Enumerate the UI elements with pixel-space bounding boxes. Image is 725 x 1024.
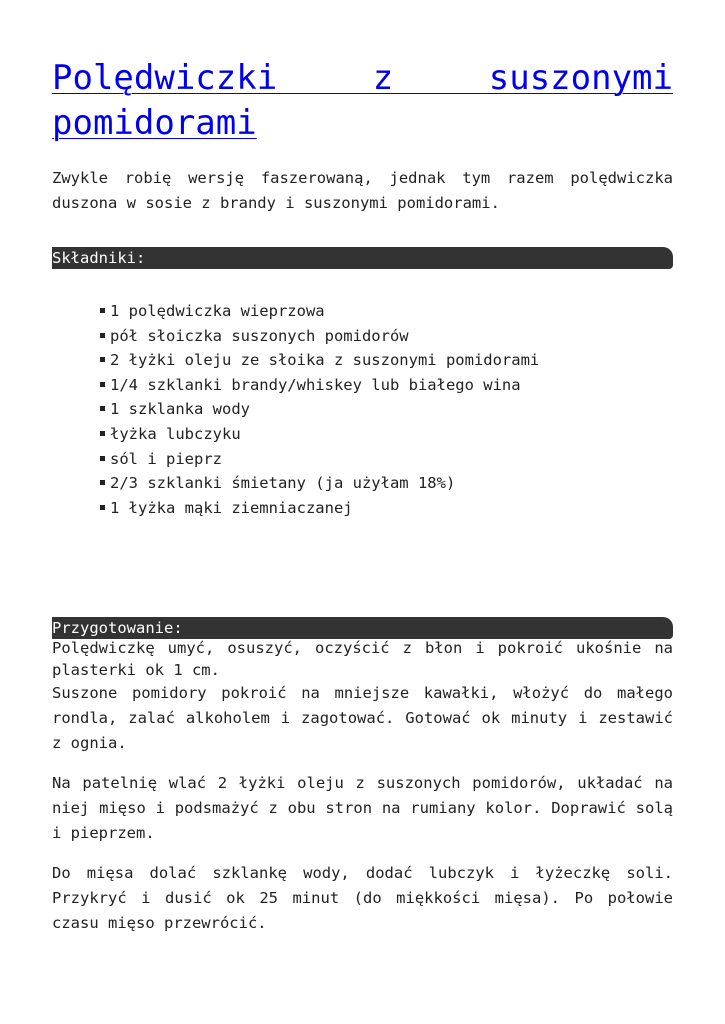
ingredient-text: 1 szklanka wody [110, 400, 250, 419]
preparation-paragraph: Do mięsa dolać szklankę wody, dodać lubczyk i łyżeczkę soli. Przykryć i dusić ok 25 minut (do miękkości mięsa). Po połowie czasu mięso przewrócić. [52, 864, 673, 932]
article-title-link[interactable]: Polędwiczki z suszonymi pomidorami [52, 58, 673, 143]
list-item [100, 324, 539, 349]
bullet-icon [100, 406, 105, 411]
bullet-icon [100, 456, 105, 461]
bullet-icon [100, 357, 105, 362]
ingredient-text: pół słoiczka suszonych pomidorów [110, 326, 409, 345]
list-item [100, 373, 539, 398]
preparation-paragraph: Polędwiczkę umyć, osuszyć, oczyścić z błon i pokroić ukośnie na plasterki ok 1 cm. [52, 639, 673, 679]
list-item [100, 299, 539, 324]
list-item [100, 397, 539, 422]
bullet-icon [100, 382, 105, 387]
ingredient-text: 1 łyżka mąki ziemniaczanej [110, 498, 353, 517]
ingredient-text: 1 polędwiczka wieprzowa [110, 302, 325, 320]
preparation-heading: Przygotowanie: [52, 617, 673, 639]
bullet-icon [100, 505, 105, 510]
ingredient-text: 2 łyżki oleju ze słoika z suszonymi pomidorami [110, 351, 540, 370]
article-title [52, 56, 673, 146]
preparation-paragraph: Na patelnię wlać 2 łyżki oleju z suszonych pomidorów, układać na niej mięso i podsmażyć z obu stron na rumiany kolor. Doprawić solą i pieprzem. [52, 774, 673, 842]
ingredient-text: łyżka lubczyku [110, 424, 241, 443]
ingredients-list [100, 299, 539, 520]
ingredient-text: 1/4 szklanki brandy/whiskey lub białego wina [110, 375, 521, 394]
bullet-icon [100, 333, 105, 338]
list-item [100, 348, 539, 373]
preparation-paragraph: Suszone pomidory pokroić na mniejsze kawałki, włożyć do małego rondla, zalać alkoholem i zagotować. Gotować ok minuty i zestawić z ognia. [52, 684, 673, 752]
list-item [100, 471, 539, 496]
list-item [100, 496, 539, 521]
list-item [100, 447, 539, 472]
article-intro: Zwykle robię wersję faszerowaną, jednak tym razem polędwiczka duszona w sosie z brandy i suszonymi pomidorami. [52, 169, 673, 212]
bullet-icon [100, 431, 105, 436]
ingredients-heading: Składniki: [52, 247, 673, 269]
preparation-body [52, 637, 673, 936]
ingredient-text: sól i pieprz [110, 449, 222, 468]
bullet-icon [100, 480, 105, 485]
bullet-icon [100, 308, 105, 313]
ingredient-text: 2/3 szklanki śmietany (ja użyłam 18%) [110, 474, 456, 493]
list-item [100, 422, 539, 447]
